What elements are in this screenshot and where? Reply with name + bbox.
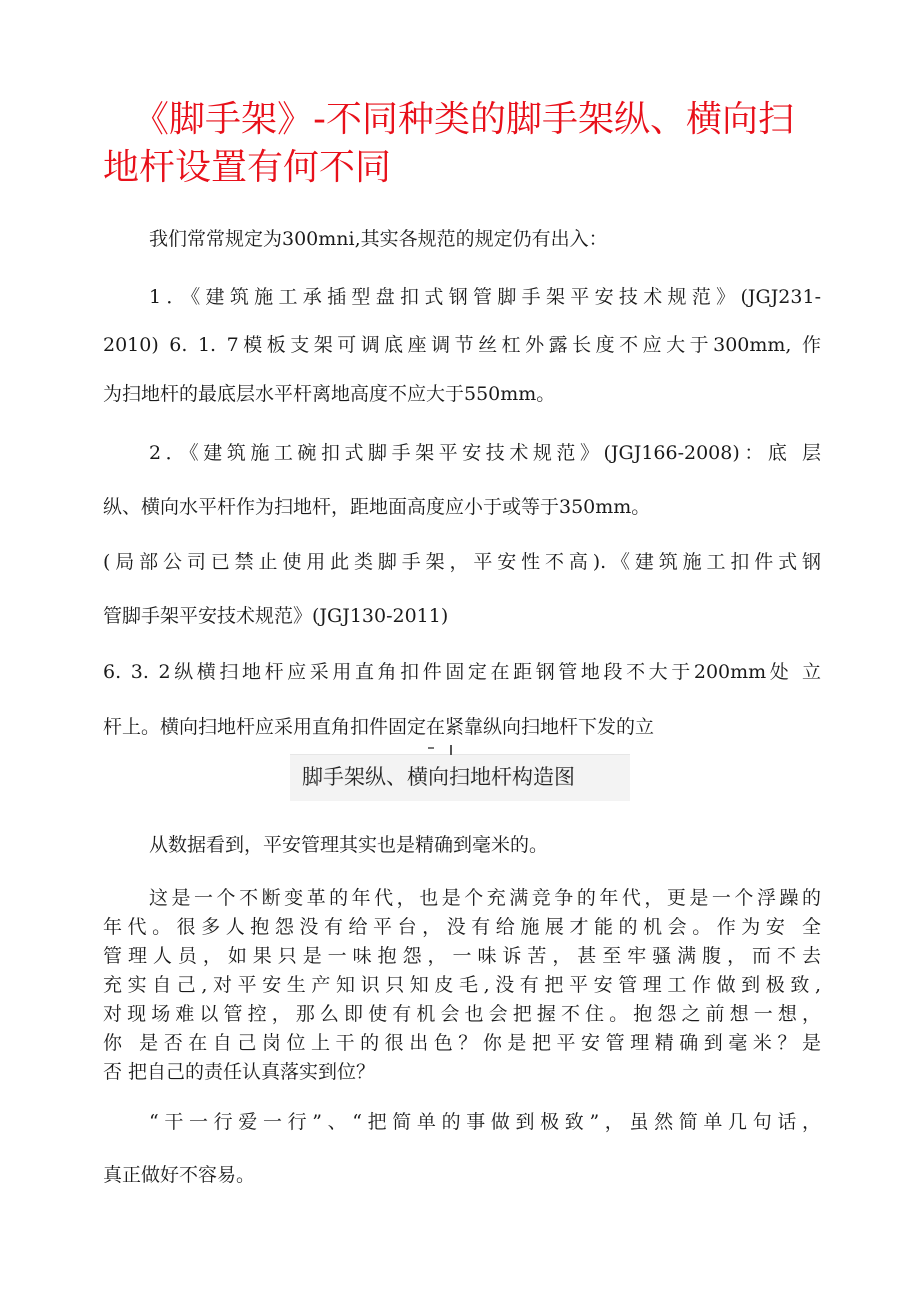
- item1-line3: 为扫地杆的最底层水平杆离地高度不应大于550mm。: [103, 383, 556, 405]
- item4-line2: 杆上。横向扫地杆应采用直角扣件固定在紧靠纵向扫地杆下发的立: [103, 716, 655, 738]
- document-title: 《脚手架》-不同种类的脚手架纵、横向扫地杆设置有何不同: [103, 99, 794, 188]
- item3-line2: 管脚手架平安技术规范》(JGJ130-2011): [103, 605, 449, 627]
- para3-line2: 真正做好不容易。: [103, 1164, 256, 1186]
- item3-line1: (局部公司已禁止使用此类脚手架，平安性不高).《建筑施工扣件式钢: [103, 551, 821, 573]
- para2-line7: 否 把自己的责任认真落实到位？: [103, 1061, 376, 1083]
- para2-line2: 年代。很多人抱怨没有给平台，没有给施展才能的机会。作为安 全: [103, 916, 821, 938]
- figure-fragment-mark: [450, 745, 452, 755]
- para1-text: 从数据看到，平安管理其实也是精确到毫米的。: [149, 834, 549, 856]
- item1-line2: 2010) 6. 1. 7模板支架可调底座调节丝杠外露长度不应大于300mm, 作: [103, 334, 821, 356]
- para2-line3: 管理人员，如果只是一味抱怨，一味诉苦，甚至牢骚满腹，而不去: [103, 945, 821, 967]
- para2-line4: 充实自己,对平安生产知识只知皮毛,没有把平安管理工作做到极致,: [103, 974, 821, 996]
- intro-text: 我们常常规定为300mni,其实各规范的规定仍有出入：: [149, 228, 608, 250]
- para3-line1: “干一行爱一行”、“把简单的事做到极致”，虽然简单几句话，: [149, 1111, 821, 1133]
- item2-line2: 纵、横向水平杆作为扫地杆，距地面高度应小于或等于350mm。: [103, 496, 651, 518]
- figure-caption-image: [290, 754, 630, 801]
- item2-line1: 2．《建筑施工碗扣式脚手架平安技术规范》(JGJ166-2008)：底 层: [149, 442, 821, 464]
- figure-fragment-mark: [428, 747, 434, 749]
- item1-line1: 1．《建筑施工承插型盘扣式钢管脚手架平安技术规范》(JGJ231-: [149, 286, 821, 308]
- figure-caption: 脚手架纵、横向扫地杆构造图: [302, 765, 575, 789]
- para2-line6: 你 是否在自己岗位上干的很出色？你是把平安管理精确到毫米？是: [103, 1032, 821, 1054]
- item4-line1: 6. 3. 2纵横扫地杆应采用直角扣件固定在距钢管地段不大于200mm处 立: [103, 661, 821, 683]
- para2-line1: 这是一个不断变革的年代，也是个充满竞争的年代，更是一个浮躁的: [149, 887, 821, 909]
- para2-line5: 对现场难以管控，那么即使有机会也会把握不住。抱怨之前想一想，: [103, 1003, 821, 1025]
